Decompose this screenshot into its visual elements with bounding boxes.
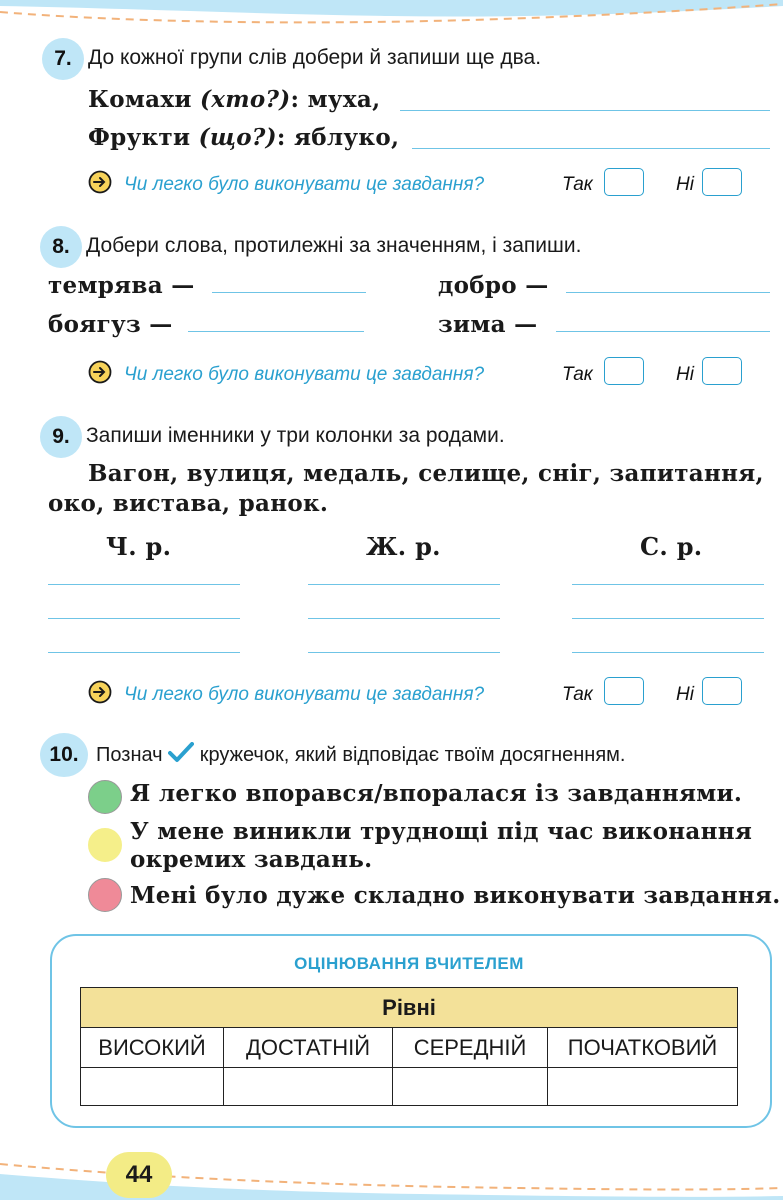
option-text-easy: Я легко впорався/впоралася із завданнями. bbox=[130, 780, 743, 807]
self-check-yes-box-8[interactable] bbox=[604, 357, 644, 385]
answer-line-8-2[interactable] bbox=[566, 292, 770, 293]
score-cell-initial[interactable] bbox=[548, 1068, 738, 1106]
levels-header: Рівні bbox=[81, 988, 738, 1028]
task-10-instruction-end: кружечок, який відповідає твоїм досягненням. bbox=[199, 744, 626, 766]
self-check-no-box-9[interactable] bbox=[702, 677, 742, 705]
antonym-word-3: боягуз — bbox=[48, 311, 173, 338]
task-10-instruction-start: Познач bbox=[96, 744, 163, 766]
antonym-word-1: темрява — bbox=[48, 272, 195, 299]
task-8-instruction: Добери слова, протилежні за значенням, і запиши. bbox=[86, 234, 582, 257]
answer-line-7-2[interactable] bbox=[412, 148, 770, 149]
self-check-yes-label-8: Так bbox=[562, 364, 593, 385]
answer-line-7-1[interactable] bbox=[400, 110, 770, 111]
top-wave-decoration bbox=[0, 0, 783, 30]
table-header-row bbox=[81, 988, 738, 1028]
option-text-hard: Мені було дуже складно виконувати завдання. bbox=[130, 882, 781, 909]
self-check-yes-box-7[interactable] bbox=[604, 168, 644, 196]
page-number: 44 bbox=[125, 1161, 153, 1188]
level-sufficient: ДОСТАТНІЙ bbox=[224, 1028, 393, 1068]
arrow-circle-icon bbox=[88, 170, 112, 194]
word-frukty: Фрукти bbox=[88, 124, 191, 151]
task-9-instruction: Запиши іменники у три колонки за родами. bbox=[86, 424, 505, 447]
self-check-no-label-7: Ні bbox=[676, 174, 694, 195]
level-high: ВИСОКИЙ bbox=[81, 1028, 224, 1068]
answer-line-9-m1[interactable] bbox=[48, 584, 240, 585]
task-9-number: 9. bbox=[40, 416, 82, 458]
task-7-number: 7. bbox=[42, 38, 84, 80]
antonym-word-2: добро — bbox=[438, 272, 549, 299]
answer-line-9-m3[interactable] bbox=[48, 652, 240, 653]
option-text-difficulties-line2: окремих завдань. bbox=[130, 846, 373, 873]
task-7-line1 bbox=[88, 86, 380, 113]
task-9-words-line2: око, вистава, ранок. bbox=[48, 490, 329, 517]
question-khto: (хто?) bbox=[200, 86, 291, 113]
self-check-yes-label-7: Так bbox=[562, 174, 593, 195]
option-text-difficulties-line1: У мене виникли труднощі під час виконання bbox=[130, 818, 753, 845]
score-cell-sufficient[interactable] bbox=[224, 1068, 393, 1106]
answer-line-9-m2[interactable] bbox=[48, 618, 240, 619]
arrow-circle-icon bbox=[88, 360, 112, 384]
answer-line-9-n2[interactable] bbox=[572, 618, 764, 619]
task-8-number: 8. bbox=[40, 226, 82, 268]
answer-line-8-4[interactable] bbox=[556, 331, 770, 332]
self-check-no-box-8[interactable] bbox=[702, 357, 742, 385]
score-cell-medium[interactable] bbox=[393, 1068, 548, 1106]
option-circle-green[interactable] bbox=[88, 780, 122, 814]
example-mukha: : муха, bbox=[290, 86, 381, 113]
self-check-yes-box-9[interactable] bbox=[604, 677, 644, 705]
task-7-line2 bbox=[88, 124, 399, 151]
example-yabluko: : яблуко, bbox=[276, 124, 400, 151]
answer-line-9-f1[interactable] bbox=[308, 584, 500, 585]
score-cell-high[interactable] bbox=[81, 1068, 224, 1106]
column-header-neuter: С. р. bbox=[640, 532, 703, 561]
level-medium: СЕРЕДНІЙ bbox=[393, 1028, 548, 1068]
self-check-question-7: Чи легко було виконувати це завдання? bbox=[124, 174, 485, 195]
answer-line-9-n3[interactable] bbox=[572, 652, 764, 653]
answer-line-8-3[interactable] bbox=[188, 331, 364, 332]
self-check-no-box-7[interactable] bbox=[702, 168, 742, 196]
answer-line-8-1[interactable] bbox=[212, 292, 366, 293]
antonym-word-4: зима — bbox=[438, 311, 538, 338]
self-check-no-label-9: Ні bbox=[676, 684, 694, 705]
self-check-question-9: Чи легко було виконувати це завдання? bbox=[124, 684, 485, 705]
question-shcho: (що?) bbox=[198, 124, 277, 151]
task-7-instruction: До кожної групи слів добери й запиши ще два. bbox=[88, 46, 542, 69]
self-check-yes-label-9: Так bbox=[562, 684, 593, 705]
answer-line-9-f3[interactable] bbox=[308, 652, 500, 653]
table-row bbox=[81, 1068, 738, 1106]
checkmark-icon bbox=[168, 742, 194, 764]
word-komakhy: Комахи bbox=[88, 86, 192, 113]
arrow-circle-icon bbox=[88, 680, 112, 704]
assessment-table bbox=[80, 987, 738, 1106]
table-row bbox=[81, 1028, 738, 1068]
column-header-feminine: Ж. р. bbox=[366, 532, 441, 561]
column-header-masculine: Ч. р. bbox=[106, 532, 172, 561]
assessment-title: ОЦІНЮВАННЯ ВЧИТЕЛЕМ bbox=[294, 954, 524, 973]
self-check-question-8: Чи легко було виконувати це завдання? bbox=[124, 364, 485, 385]
task-9-words-line1: Вагон, вулиця, медаль, селище, сніг, запитання, bbox=[88, 460, 764, 487]
answer-line-9-f2[interactable] bbox=[308, 618, 500, 619]
option-circle-red[interactable] bbox=[88, 878, 122, 912]
level-initial: ПОЧАТКОВИЙ bbox=[548, 1028, 738, 1068]
answer-line-9-n1[interactable] bbox=[572, 584, 764, 585]
task-10-number: 10. bbox=[40, 733, 88, 777]
task-10-instruction bbox=[96, 742, 626, 767]
option-circle-yellow[interactable] bbox=[88, 828, 122, 862]
self-check-no-label-8: Ні bbox=[676, 364, 694, 385]
